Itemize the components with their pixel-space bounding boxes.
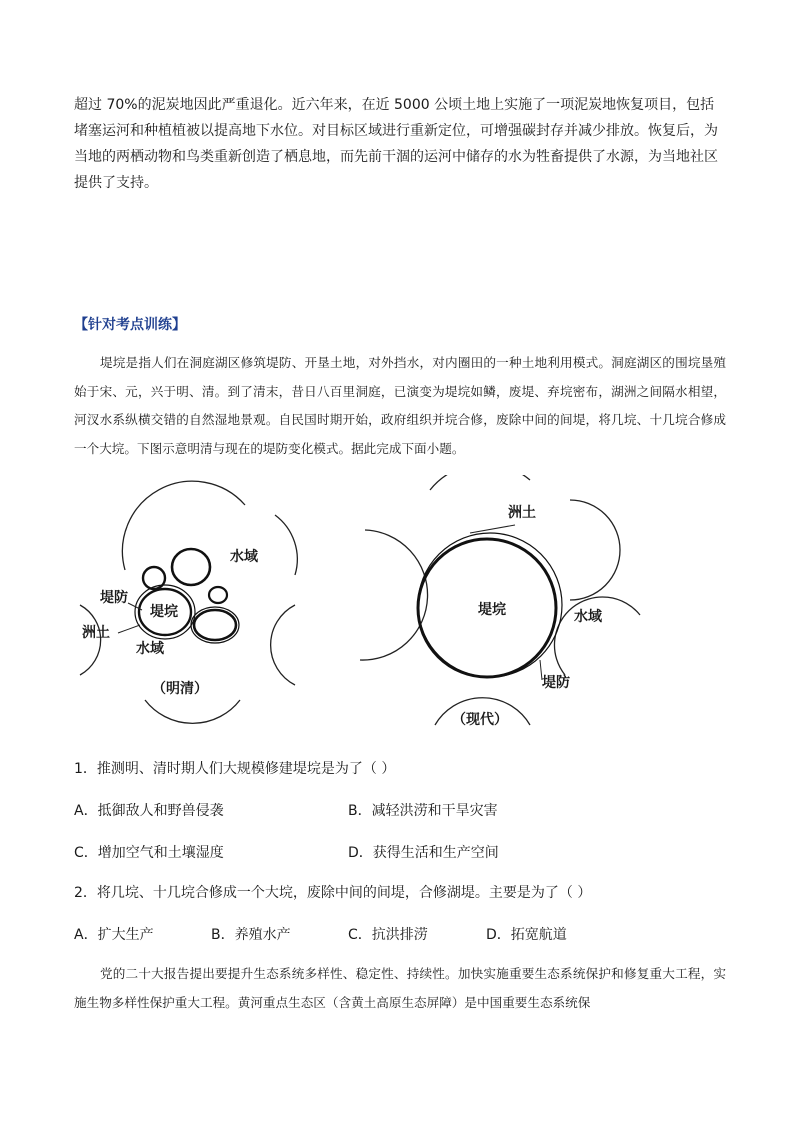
section-heading: 【针对考点训练】 bbox=[74, 317, 186, 333]
left-label-polder: 堤垸 bbox=[150, 604, 178, 620]
right-label-island-soil: 洲土 bbox=[508, 505, 536, 521]
dike-change-diagram bbox=[60, 475, 660, 735]
question-1-option-c[interactable]: C．增加空气和土壤湿度 bbox=[74, 845, 224, 861]
reading-passage: 堤垸是指人们在洞庭湖区修筑堤防、开垦土地，对外挡水，对内圈田的一种土地利用模式。洞庭湖区的围垸垦殖始于宋、元，兴于明、清。到了清末，昔日八百里洞庭，已演变为堤垸如鳞，废堤、弃垸密布，湖洲之间隔水相望，河汊水系纵横交错的自然湿地景观。自民国时期开始，政府组织并垸合修，废除中间的间堤，将几垸、十几垸合修成一个大垸。下图示意明清与现在的堤防变化模式。据此完成下面小题。 bbox=[74, 355, 726, 456]
ming-qing-diagram bbox=[80, 481, 297, 723]
right-caption: （现代） bbox=[452, 712, 508, 728]
intro-paragraph: 超过 70%的泥炭地因此严重退化。近六年来，在近 5000 公顷土地上实施了一项泥炭地恢复项目，包括堵塞运河和种植植被以提高地下水位。对目标区域进行重新定位，可增强碳封存并减少排放。恢复后，为当地的两栖动物和鸟类重新创造了栖息地，而先前干涸的运河中储存的水为牲畜提供了水源，为当地社区提供了支持。 bbox=[74, 97, 718, 191]
right-label-polder: 堤垸 bbox=[478, 602, 506, 618]
right-label-water: 水域 bbox=[574, 609, 602, 625]
left-label-dike: 堤防 bbox=[100, 590, 128, 606]
second-passage: 党的二十大报告提出要提升生态系统多样性、稳定性、持续性。加快实施重要生态系统保护和修复重大工程，实施生物多样性保护重大工程。黄河重点生态区（含黄土高原生态屏障）是中国重要生态系统保 bbox=[74, 966, 726, 1010]
question-1-option-b[interactable]: B．减轻洪涝和干旱灾害 bbox=[348, 803, 498, 819]
left-label-water-bottom: 水域 bbox=[136, 641, 164, 657]
question-2-option-d[interactable]: D．拓宽航道 bbox=[486, 927, 567, 943]
question-2-stem: 2．将几垸、十几垸合修成一个大垸，废除中间的间堤，合修湖堤。主要是为了（ ） bbox=[74, 885, 592, 901]
question-1-option-d[interactable]: D．获得生活和生产空间 bbox=[348, 845, 499, 861]
left-label-island-soil: 洲土 bbox=[82, 625, 110, 641]
left-caption: （明清） bbox=[152, 681, 208, 697]
modern-diagram bbox=[360, 475, 640, 728]
question-1-stem: 1．推测明、清时期人们大规模修建堤垸是为了（ ） bbox=[74, 761, 396, 777]
question-2-option-a[interactable]: A．扩大生产 bbox=[74, 927, 154, 943]
right-label-dike: 堤防 bbox=[542, 675, 570, 691]
question-2-option-c[interactable]: C．抗洪排涝 bbox=[348, 927, 428, 943]
question-2-option-b[interactable]: B．养殖水产 bbox=[211, 927, 291, 943]
left-label-water-top: 水域 bbox=[230, 549, 258, 565]
question-1-option-a[interactable]: A．抵御敌人和野兽侵袭 bbox=[74, 803, 224, 819]
